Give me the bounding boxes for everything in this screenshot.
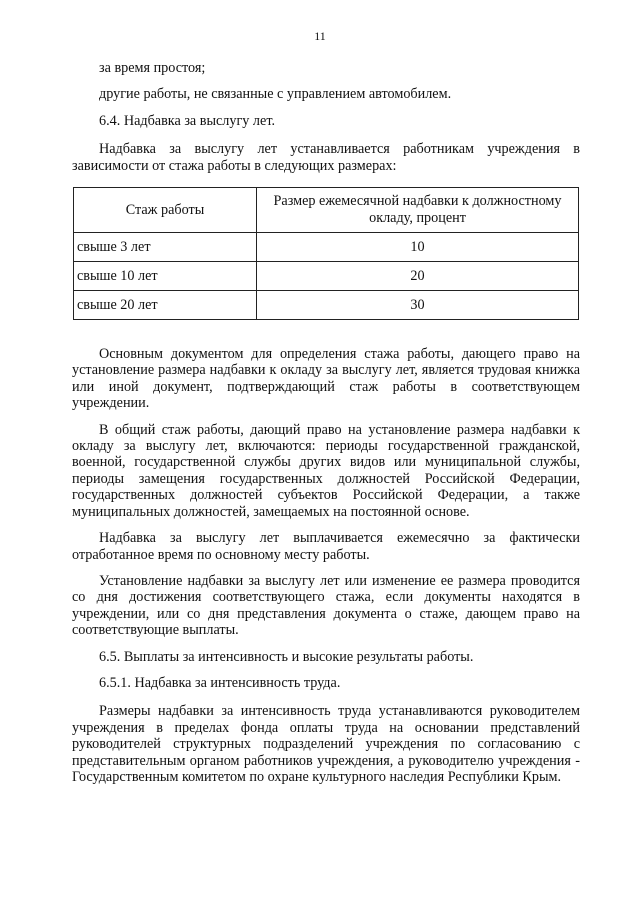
paragraph-establishment: Установление надбавки за выслугу лет или изменение ее размера проводится со дня достижения соответствующего стажа, если документы находятся в учреждении, или со дня представления документа о стаже, дающем право на соответствующие выплаты. [72, 572, 580, 639]
paragraph-main-document: Основным документом для определения стажа работы, дающего право на установление размера надбавки к окладу за выслугу лет, является трудовая книжка или иной документ, подтверждающий стаж работы в соответствующем учреждении. [72, 346, 580, 412]
section-heading-6-5: 6.5. Выплаты за интенсивность и высокие результаты работы. [99, 648, 474, 665]
section-heading-6-5-1: 6.5.1. Надбавка за интенсивность труда. [99, 674, 341, 691]
table-header-stage: Стаж работы [74, 188, 257, 233]
table-cell-value: 30 [257, 291, 579, 320]
table-row [74, 262, 579, 291]
table-cell-stage: свыше 10 лет [74, 262, 257, 291]
table-row [74, 291, 579, 320]
seniority-table [73, 187, 579, 320]
section-heading-6-4: 6.4. Надбавка за выслугу лет. [99, 112, 275, 129]
paragraph-seniority-intro: Надбавка за выслугу лет устанавливается работникам учреждения в зависимости от стажа работы в следующих размерах: [72, 141, 580, 174]
table-cell-stage: свыше 3 лет [74, 233, 257, 262]
paragraph-other-work: другие работы, не связанные с управлением автомобилем. [99, 86, 452, 103]
table-cell-value: 10 [257, 233, 579, 262]
paragraph-monthly-payment: Надбавка за выслугу лет выплачивается ежемесячно за фактически отработанное время по основному месту работы. [72, 530, 580, 563]
table-cell-stage: свыше 20 лет [74, 291, 257, 320]
document-body [72, 56, 580, 785]
paragraph-total-service: В общий стаж работы, дающий право на установление размера надбавки к окладу за выслугу лет, включаются: периоды государственной гражданской, военной, государственной службы других видов или муниципальной службы, периоды замещения государственных должностей Российской Федерации, государственных должностей субъектов Российской Федерации, а также муниципальных должностей, замещаемых на постоянной основе. [72, 421, 580, 520]
table-row [74, 233, 579, 262]
paragraph-downtime: за время простоя; [99, 60, 206, 76]
paragraph-intensity: Размеры надбавки за интенсивность труда устанавливаются руководителем учреждения в пределах фонда оплаты труда на основании представлений руководителей структурных подразделений учреждения по согласованию с представительным органом работников учреждения, а руководителю учреждения - Государственным комитетом по охране культурного наследия Республики Крым. [72, 703, 580, 785]
table-header-row [74, 188, 579, 233]
table-cell-value: 20 [257, 262, 579, 291]
table-header-percent: Размер ежемесячной надбавки к должностному окладу, процент [257, 188, 579, 233]
page-number: 11 [314, 29, 326, 43]
